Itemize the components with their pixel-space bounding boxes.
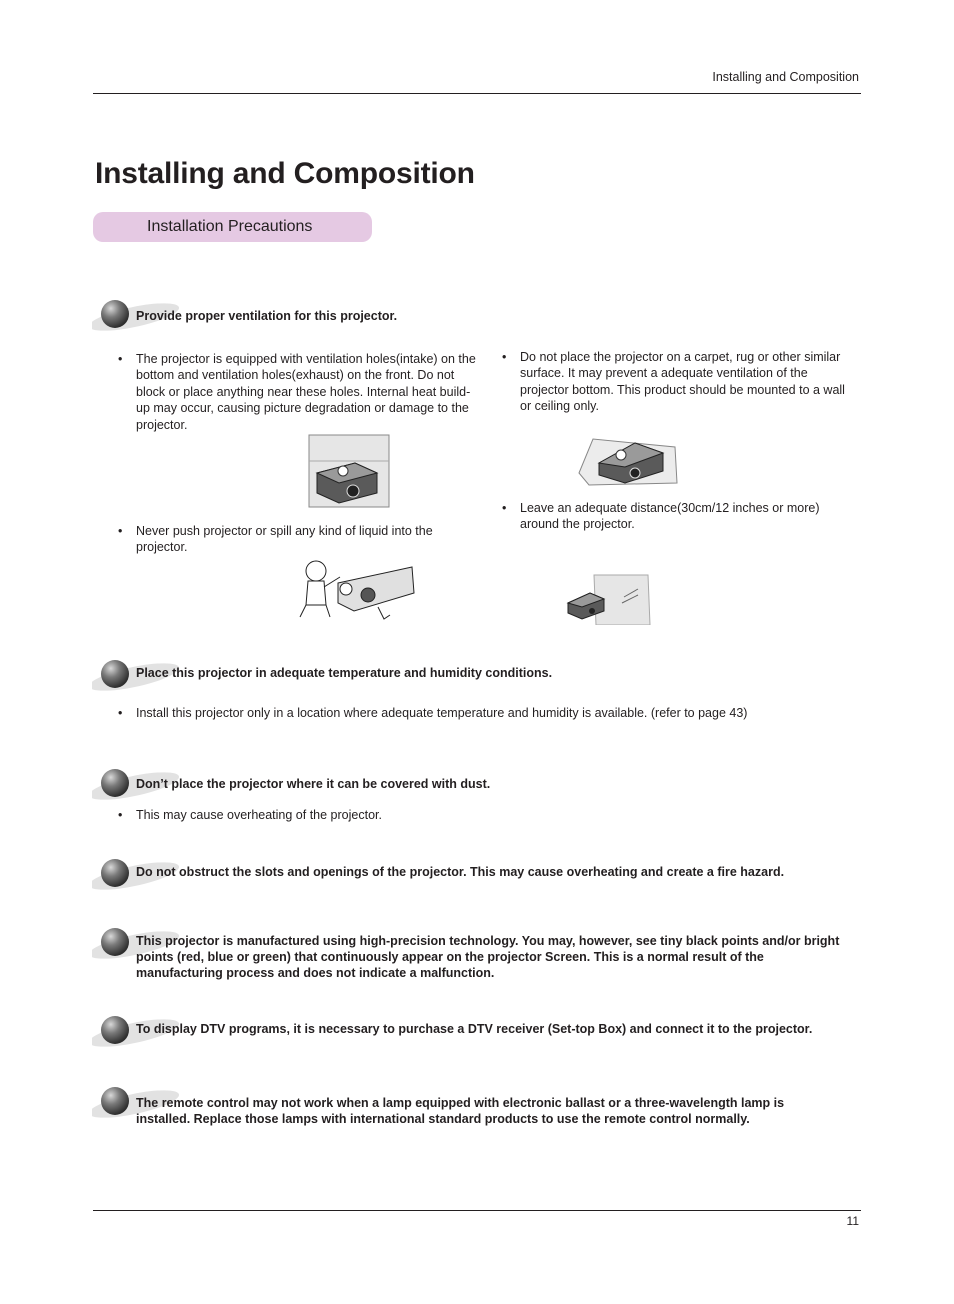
header-rule — [93, 93, 861, 94]
page-number: 11 — [846, 1214, 859, 1228]
list-item — [118, 705, 856, 721]
bullet-dot: • — [118, 352, 123, 366]
list-item — [502, 349, 855, 415]
page-title: Installing and Composition — [95, 157, 475, 190]
section-heading: This projector is manufactured using high-precision technology. You may, however, see tiny black points and/or bright points (red, blue or green) that continuously appear on the projector Screen. This is a normal result of the manufacturing process and does not indicate a malfunction. — [136, 934, 840, 980]
bullet-dot: • — [118, 706, 123, 720]
item-text: Install this projector only in a location where adequate temperature and humidity is available. (refer to page 43) — [136, 706, 748, 720]
section-heading: Do not obstruct the slots and openings of the projector. This may cause overheating and create a fire hazard. — [136, 865, 785, 879]
item-text: Do not place the projector on a carpet, rug or other similar surface. It may prevent a adequate ventilation of the projector bottom. This product should be mounted to a wall or ceiling only. — [520, 350, 845, 414]
section-heading: Provide proper ventilation for this projector. — [136, 309, 398, 323]
list-item — [118, 807, 856, 823]
list-item — [118, 351, 481, 433]
item-text: This may cause overheating of the projector. — [136, 808, 382, 822]
section-pill: Installation Precautions — [93, 212, 372, 242]
projector-wall-illustration — [305, 433, 393, 509]
list-item — [502, 500, 855, 533]
list-item — [118, 523, 436, 556]
item-text: Never push projector or spill any kind of liquid into the projector. — [136, 524, 433, 555]
projector-distance-illustration — [564, 573, 652, 625]
bullet-dot: • — [118, 524, 123, 538]
section-heading: Place this projector in adequate temperature and humidity conditions. — [136, 666, 553, 680]
bullet-dot: • — [502, 501, 507, 515]
bullet-dot: • — [502, 350, 507, 364]
footer-rule — [93, 1210, 861, 1211]
item-text: The projector is equipped with ventilation holes(intake) on the bottom and ventilation holes(exhaust) on the front. Do not block or place anything near these holes. Internal heat build-up may occur, causing picture degradation or damage to the projector. — [136, 352, 476, 432]
section-heading: The remote control may not work when a lamp equipped with electronic ballast or a three-wavelength lamp is installed. Replace those lamps with international standard products to use the remote control normally. — [136, 1096, 785, 1126]
bullet-dot: • — [118, 808, 123, 822]
item-text: Leave an adequate distance(30cm/12 inches or more) around the projector. — [520, 501, 820, 532]
liquid-spill-illustration — [294, 553, 418, 623]
section-heading: Don’t place the projector where it can be covered with dust. — [136, 777, 491, 791]
projector-carpet-illustration — [577, 433, 681, 489]
running-header: Installing and Composition — [712, 70, 859, 84]
section-heading: To display DTV programs, it is necessary to purchase a DTV receiver (Set-top Box) and connect it to the projector. — [136, 1022, 813, 1036]
